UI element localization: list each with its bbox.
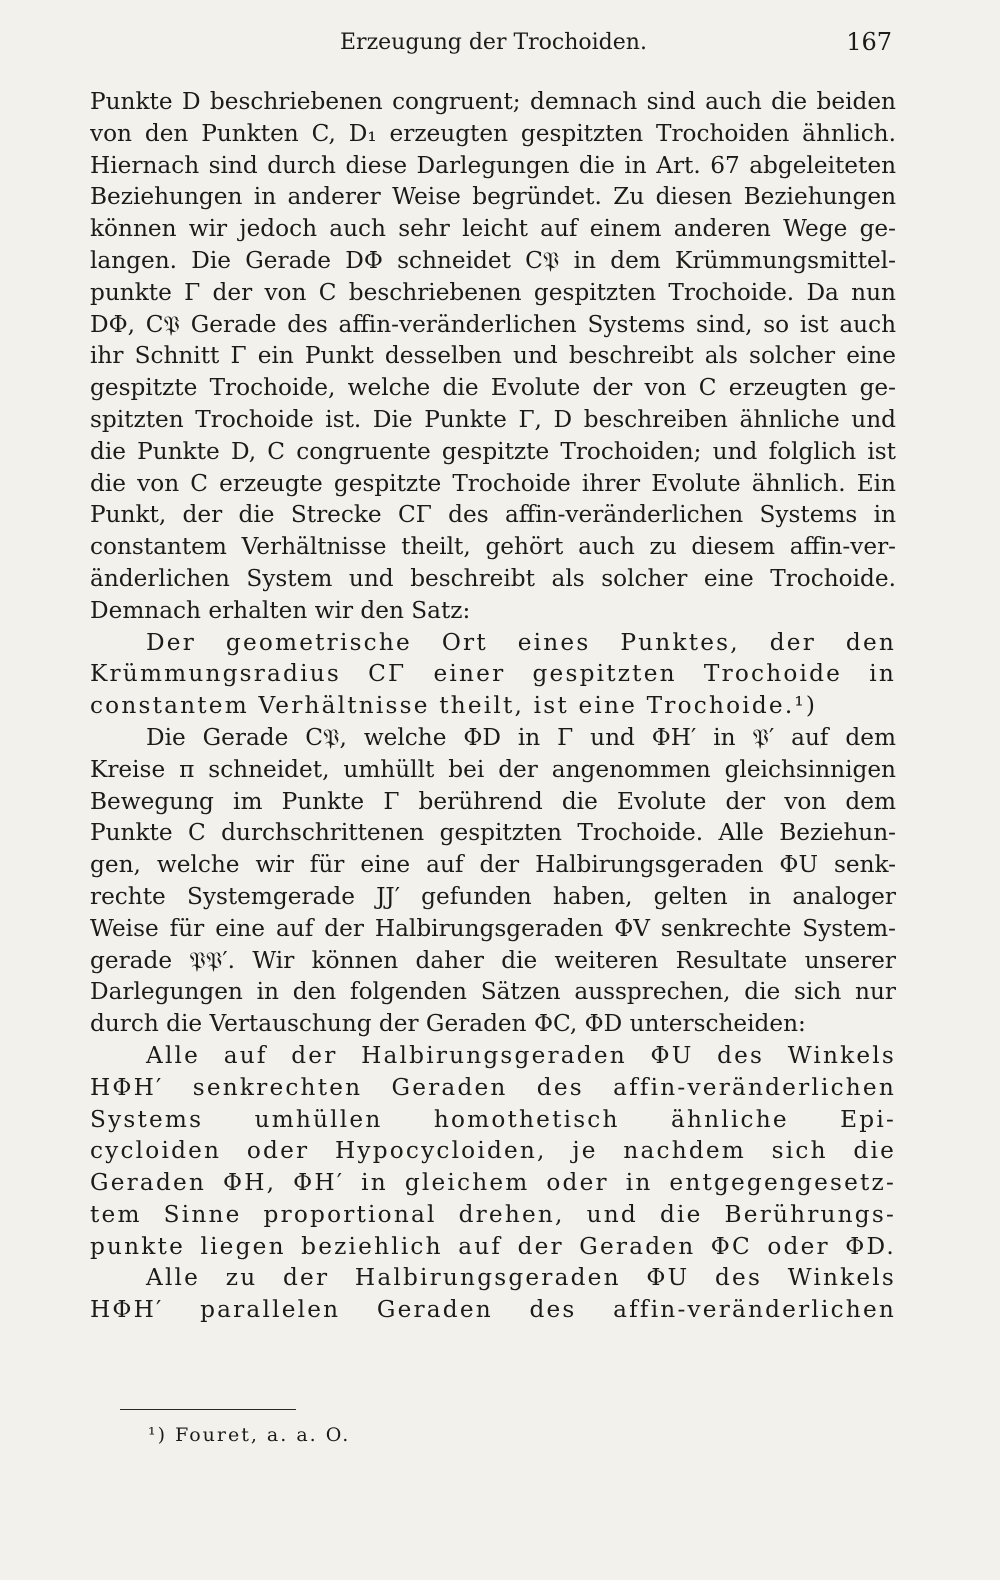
text-line: Die Gerade C𝔓, welche ΦD in Γ und ΦH′ in 𝔓′ auf dem [146,723,896,751]
text-line: HΦH′ senkrechten Geraden des affin-veränderlichen [90,1073,896,1101]
text-line: constantem Verhältnisse theilt, gehört auch zu diesem affin-ver- [90,533,896,561]
text-line: ihr Schnitt Γ ein Punkt desselben und beschreibt als solcher eine [90,342,896,370]
text-line: Punkte C durchschrittenen gespitzten Trochoide. Alle Beziehun- [90,819,896,847]
text-line: von den Punkten C, D₁ erzeugten gespitzten Trochoiden ähnlich. [90,119,896,147]
running-title: Erzeugung der Trochoiden. [340,30,647,55]
text-line: punkte liegen beziehlich auf der Geraden ΦC oder ΦD. [90,1232,896,1260]
text-line: rechte Systemgerade JJ′ gefunden haben, gelten in analoger [90,882,896,910]
text-line: Weise für eine auf der Halbirungsgeraden ΦV senkrechte System- [90,914,896,942]
text-line: änderlichen System und beschreibt als solcher eine Trochoide. [90,564,896,592]
text-line: Der geometrische Ort eines Punktes, der den [146,628,896,656]
text-line: cycloiden oder Hypocycloiden, je nachdem sich die [90,1137,896,1165]
text-line: spitzten Trochoide ist. Die Punkte Γ, D beschreiben ähnliche und [90,405,896,433]
text-line: Kreise π schneidet, umhüllt bei der angenommen gleichsinnigen [90,755,896,783]
page-number: 167 [846,28,892,56]
text-line: Krümmungsradius CΓ einer gespitzten Trochoide in [90,660,896,688]
text-line: Geraden ΦH, ΦH′ in gleichem oder in entgegengesetz- [90,1169,896,1197]
text-line: gespitzte Trochoide, welche die Evolute der von C erzeugten ge- [90,374,896,402]
text-line: langen. Die Gerade DΦ schneidet C𝔓 in dem Krümmungsmittel- [90,246,896,274]
text-line: Systems umhüllen homothetisch ähnliche Epi- [90,1105,896,1133]
text-line: Bewegung im Punkte Γ berührend die Evolute der von dem [90,787,896,815]
text-line: können wir jedoch auch sehr leicht auf einem anderen Wege ge- [90,215,896,243]
text-line: Punkte D beschriebenen congruent; demnach sind auch die beiden [90,88,896,115]
text-line: constantem Verhältnisse theilt, ist eine Trochoide.¹) [90,692,818,720]
text-line: gen, welche wir für eine auf der Halbirungsgeraden ΦU senk- [90,851,896,879]
text-line: Alle auf der Halbirungsgeraden ΦU des Winkels [146,1041,896,1069]
text-line: Punkt, der die Strecke CΓ des affin-veränderlichen Systems in [90,501,896,529]
text-line: HΦH′ parallelen Geraden des affin-veränderlichen [90,1296,896,1324]
text-line: DΦ, C𝔓 Gerade des affin-veränderlichen Systems sind, so ist auch [90,310,896,338]
text-line: durch die Vertauschung der Geraden ΦC, ΦD unterscheiden: [90,1010,806,1038]
text-line: punkte Γ der von C beschriebenen gespitzten Trochoide. Da nun [90,278,896,306]
text-line: gerade 𝔓𝔓′. Wir können daher die weiteren Resultate unserer [90,946,896,974]
text-line: Alle zu der Halbirungsgeraden ΦU des Winkels [146,1264,896,1292]
text-line: Beziehungen in anderer Weise begründet. Zu diesen Beziehungen [90,183,896,211]
body-text [90,86,896,1326]
text-line: Darlegungen in den folgenden Sätzen aussprechen, die sich nur [90,978,896,1006]
footnote: ¹) Fouret, a. a. O. [148,1424,351,1446]
running-header [340,22,892,62]
text-line: Hiernach sind durch diese Darlegungen die in Art. 67 abgeleiteten [90,151,896,179]
text-line: tem Sinne proportional drehen, und die Berührungs- [90,1200,896,1228]
text-line: die Punkte D, C congruente gespitzte Trochoiden; und folglich ist [90,437,896,465]
text-line: die von C erzeugte gespitzte Trochoide ihrer Evolute ähnlich. Ein [90,469,896,497]
footnote-rule [120,1409,296,1410]
text-line: Demnach erhalten wir den Satz: [90,596,471,624]
